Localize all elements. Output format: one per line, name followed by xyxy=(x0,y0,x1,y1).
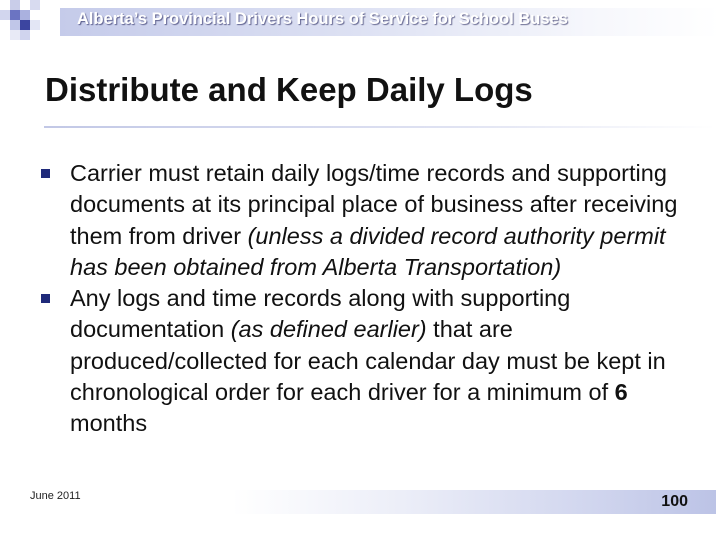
bullet-text: Carrier must retain daily logs/time records and supporting documents at its principal place of business after receiving them from driver xyxy=(70,160,678,249)
title-divider xyxy=(44,126,716,128)
bullet-square-icon xyxy=(41,294,50,303)
bullet-text: months xyxy=(70,410,148,437)
bullet-list xyxy=(38,158,688,440)
footer-bar xyxy=(232,490,716,514)
bullet-text-bold: 6 xyxy=(614,379,628,406)
bullet-text: that are produced/collected for each calendar day must be kept in chronological order for each driver for a minimum of xyxy=(70,316,666,406)
bullet-item xyxy=(38,283,688,439)
header-title: Alberta’s Provincial Drivers Hours of Service for School Buses xyxy=(77,10,568,28)
slide-title: Distribute and Keep Daily Logs xyxy=(45,71,533,108)
bullet-text-italic: (as defined earlier) xyxy=(230,316,427,343)
corner-squares-decoration xyxy=(0,0,60,50)
bullet-square-icon xyxy=(41,169,50,178)
bullet-item xyxy=(38,158,688,283)
bullet-text: Any logs and time records along with supporting documentation xyxy=(70,285,571,343)
page-number: 100 xyxy=(661,493,688,510)
bullet-text-italic: (unless a divided record authority permit has been obtained from Alberta Transportation) xyxy=(70,222,666,280)
footer-date: June 2011 xyxy=(30,490,81,502)
